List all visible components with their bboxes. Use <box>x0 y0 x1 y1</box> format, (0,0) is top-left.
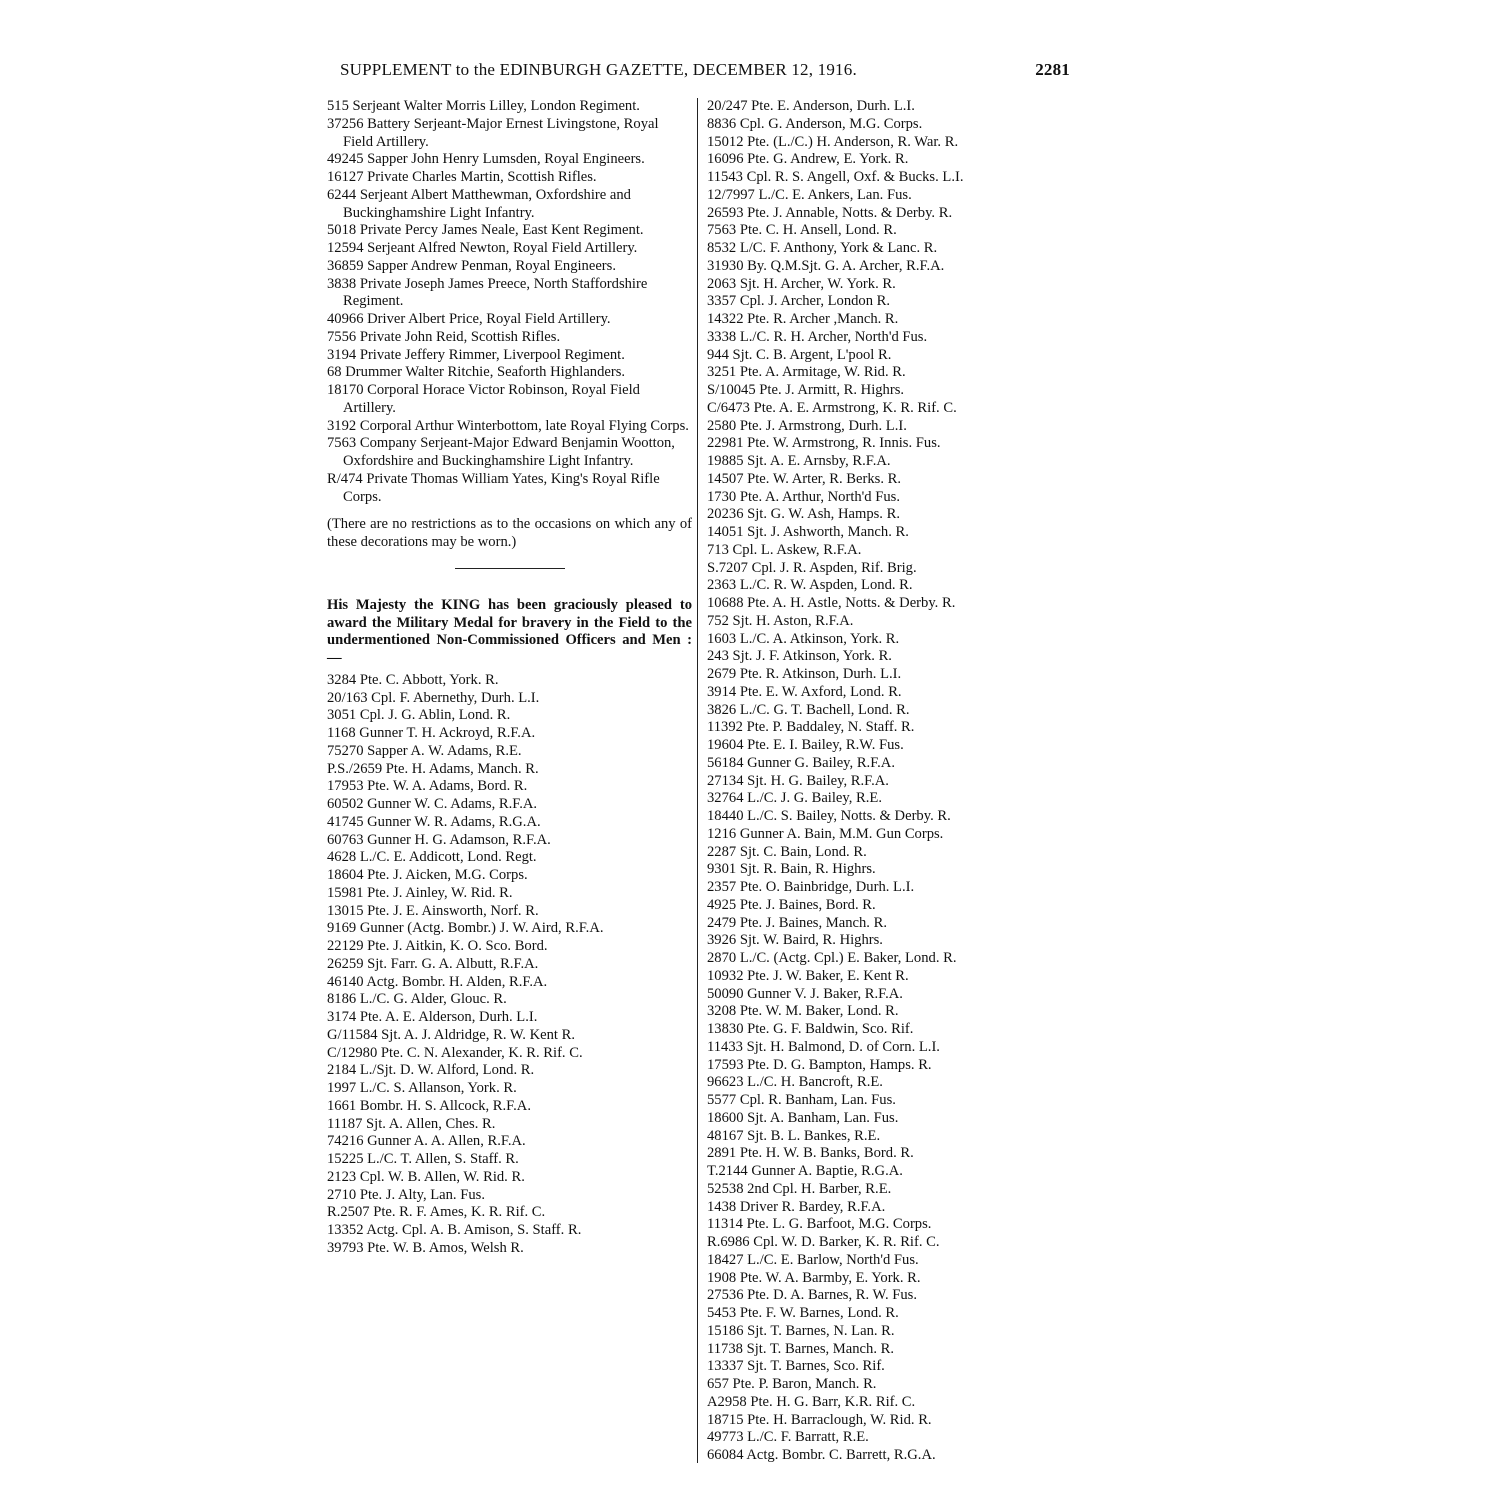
right-column <box>707 98 1092 1465</box>
list-item: 18600 Sjt. A. Banham, Lan. Fus. <box>707 1109 899 1126</box>
list-item: T.2144 Gunner A. Baptie, R.G.A. <box>707 1163 903 1179</box>
list-item: 11433 Sjt. H. Balmond, D. of Corn. L.I. <box>707 1038 940 1055</box>
restrictions-note: (There are no restrictions as to the occasions on which any of these decorations may be worn.) <box>327 516 692 550</box>
list-item: 5453 Pte. F. W. Barnes, Lond. R. <box>707 1305 899 1321</box>
list-item: 2679 Pte. R. Atkinson, Durh. L.I. <box>707 666 902 682</box>
list-item: 27536 Pte. D. A. Barnes, R. W. Fus. <box>707 1287 918 1304</box>
list-item: 515 Serjeant Walter Morris Lilley, London Regiment. <box>327 98 640 114</box>
list-item: 3338 L./C. R. H. Archer, North'd Fus. <box>707 328 928 345</box>
list-item: R.2507 Pte. R. F. Ames, K. R. Rif. C. <box>327 1204 546 1221</box>
list-item: 11543 Cpl. R. S. Angell, Oxf. & Bucks. L.I. <box>707 169 964 185</box>
column-divider <box>697 98 698 1463</box>
list-item: 5018 Private Percy James Neale, East Kent Regiment. <box>327 222 644 239</box>
list-item: 46140 Actg. Bombr. H. Alden, R.F.A. <box>327 973 548 990</box>
list-item: 1603 L./C. A. Atkinson, York. R. <box>707 630 900 647</box>
list-item: 20/247 Pte. E. Anderson, Durh. L.I. <box>707 98 915 114</box>
list-item: 3192 Corporal Arthur Winterbottom, late Royal Flying Corps. <box>327 417 689 434</box>
list-item: C/12980 Pte. C. N. Alexander, K. R. Rif. C. <box>327 1044 583 1061</box>
list-item: 52538 2nd Cpl. H. Barber, R.E. <box>707 1180 892 1197</box>
list-item: 26593 Pte. J. Annable, Notts. & Derby. R. <box>707 204 953 221</box>
list-item: 752 Sjt. H. Aston, R.F.A. <box>707 612 854 629</box>
list-item: 13015 Pte. J. E. Ainsworth, Norf. R. <box>327 902 539 919</box>
list-item: 18715 Pte. H. Barraclough, W. Rid. R. <box>707 1411 932 1428</box>
list-item: 3838 Private Joseph James Preece, North Staffordshire Regiment. <box>327 275 648 310</box>
list-item: R/474 Private Thomas William Yates, King's Royal Rifle Corps. <box>327 470 660 505</box>
list-item: 6244 Serjeant Albert Matthewman, Oxfordshire and Buckinghamshire Light Infantry. <box>327 186 631 221</box>
list-item: 1730 Pte. A. Arthur, North'd Fus. <box>707 488 900 505</box>
list-item: 36859 Sapper Andrew Penman, Royal Engineers. <box>327 257 616 274</box>
list-item: 9169 Gunner (Actg. Bombr.) J. W. Aird, R.F.A. <box>327 920 604 937</box>
list-item: 1168 Gunner T. H. Ackroyd, R.F.A. <box>327 725 536 741</box>
list-item: 3251 Pte. A. Armitage, W. Rid. R. <box>707 364 906 381</box>
list-item: 3051 Cpl. J. G. Ablin, Lond. R. <box>327 707 511 724</box>
list-item: 56184 Gunner G. Bailey, R.F.A. <box>707 754 895 771</box>
list-item: S/10045 Pte. J. Armitt, R. Highrs. <box>707 382 905 398</box>
list-item: R.6986 Cpl. W. D. Barker, K. R. Rif. C. <box>707 1234 940 1250</box>
list-item: 39793 Pte. W. B. Amos, Welsh R. <box>327 1239 524 1256</box>
list-item: G/11584 Sjt. A. J. Aldridge, R. W. Kent R. <box>327 1026 575 1043</box>
list-item: 17593 Pte. D. G. Bampton, Hamps. R. <box>707 1056 932 1073</box>
list-item: 1438 Driver R. Bardey, R.F.A. <box>707 1198 886 1215</box>
list-item: 3914 Pte. E. W. Axford, Lond. R. <box>707 683 902 700</box>
list-item: 50090 Gunner V. J. Baker, R.F.A. <box>707 985 903 1002</box>
list-item: 2123 Cpl. W. B. Allen, W. Rid. R. <box>327 1168 525 1185</box>
list-item: P.S./2659 Pte. H. Adams, Manch. R. <box>327 760 539 777</box>
page-number: 2281 <box>1035 60 1070 79</box>
list-item: 75270 Sapper A. W. Adams, R.E. <box>327 742 522 759</box>
list-item: 12/7997 L./C. E. Ankers, Lan. Fus. <box>707 186 912 203</box>
list-item: 8836 Cpl. G. Anderson, M.G. Corps. <box>707 115 923 132</box>
list-item: S.7207 Cpl. J. R. Aspden, Rif. Brig. <box>707 559 917 576</box>
list-item: 4628 L./C. E. Addicott, Lond. Regt. <box>327 849 537 866</box>
military-medal-intro: His Majesty the KING has been graciously pleased to award the Military Medal for bravery in the Field to the undermentioned Non-Commissioned Officers and Men :— <box>327 596 692 666</box>
list-item: 713 Cpl. L. Askew, R.F.A. <box>707 541 862 558</box>
list-item: 10688 Pte. A. H. Astle, Notts. & Derby. R. <box>707 595 956 611</box>
list-item: A2958 Pte. H. G. Barr, K.R. Rif. C. <box>707 1393 916 1410</box>
list-item: 7563 Pte. C. H. Ansell, Lond. R. <box>707 222 897 239</box>
list-item: 1216 Gunner A. Bain, M.M. Gun Corps. <box>707 825 944 842</box>
list-item: 16096 Pte. G. Andrew, E. York. R. <box>707 151 909 168</box>
list-item: 14051 Sjt. J. Ashworth, Manch. R. <box>707 524 909 540</box>
list-item: 7556 Private John Reid, Scottish Rifles. <box>327 328 561 345</box>
list-item: 15186 Sjt. T. Barnes, N. Lan. R. <box>707 1322 895 1339</box>
list-item: 11392 Pte. P. Baddaley, N. Staff. R. <box>707 719 915 736</box>
list-item: 20/163 Cpl. F. Abernethy, Durh. L.I. <box>327 689 540 706</box>
decoration-entries <box>327 98 692 506</box>
list-item: 2363 L./C. R. W. Aspden, Lond. R. <box>707 577 913 594</box>
list-item: 2184 L./Sjt. D. W. Alford, Lond. R. <box>327 1062 535 1079</box>
list-item: 3357 Cpl. J. Archer, London R. <box>707 293 891 310</box>
list-item: 49773 L./C. F. Barratt, R.E. <box>707 1429 869 1446</box>
list-item: 8186 L./C. G. Alder, Glouc. R. <box>327 991 507 1008</box>
list-item: 31930 By. Q.M.Sjt. G. A. Archer, R.F.A. <box>707 257 945 274</box>
section-rule <box>455 568 565 569</box>
list-item: 1997 L./C. S. Allanson, York. R. <box>327 1080 517 1096</box>
list-item: 20236 Sjt. G. W. Ash, Hamps. R. <box>707 506 900 523</box>
list-item: 27134 Sjt. H. G. Bailey, R.F.A. <box>707 772 889 789</box>
list-item: 96623 L./C. H. Bancroft, R.E. <box>707 1074 883 1091</box>
list-item: 49245 Sapper John Henry Lumsden, Royal Engineers. <box>327 151 645 168</box>
list-item: 1661 Bombr. H. S. Allcock, R.F.A. <box>327 1097 531 1114</box>
list-item: 12594 Serjeant Alfred Newton, Royal Field Artillery. <box>327 240 638 256</box>
list-item: 19604 Pte. E. I. Bailey, R.W. Fus. <box>707 737 904 753</box>
list-item: 13352 Actg. Cpl. A. B. Amison, S. Staff. R. <box>327 1222 582 1238</box>
list-item: 2710 Pte. J. Alty, Lan. Fus. <box>327 1186 485 1203</box>
list-item: 22981 Pte. W. Armstrong, R. Innis. Fus. <box>707 435 941 452</box>
list-item: 32764 L./C. J. G. Bailey, R.E. <box>707 790 882 807</box>
list-item: 2870 L./C. (Actg. Cpl.) E. Baker, Lond. R. <box>707 950 957 966</box>
list-item: 74216 Gunner A. A. Allen, R.F.A. <box>327 1133 526 1150</box>
list-item: 68 Drummer Walter Ritchie, Seaforth Highlanders. <box>327 364 626 381</box>
list-item: 18604 Pte. J. Aicken, M.G. Corps. <box>327 867 528 883</box>
left-column <box>327 98 692 1258</box>
list-item: 15012 Pte. (L./C.) H. Anderson, R. War. R. <box>707 133 959 150</box>
list-item: 14322 Pte. R. Archer ,Manch. R. <box>707 311 899 327</box>
list-item: 41745 Gunner W. R. Adams, R.G.A. <box>327 813 541 830</box>
list-item: 2063 Sjt. H. Archer, W. York. R. <box>707 275 896 292</box>
page-title: SUPPLEMENT to the EDINBURGH GAZETTE, DECEMBER 12, 1916. <box>340 60 857 79</box>
list-item: 48167 Sjt. B. L. Bankes, R.E. <box>707 1127 881 1144</box>
list-item: 60763 Gunner H. G. Adamson, R.F.A. <box>327 831 551 848</box>
list-item: 5577 Cpl. R. Banham, Lan. Fus. <box>707 1092 896 1108</box>
list-item: 13830 Pte. G. F. Baldwin, Sco. Rif. <box>707 1021 914 1037</box>
list-item: 14507 Pte. W. Arter, R. Berks. R. <box>707 470 902 487</box>
page-header <box>340 60 1080 80</box>
list-item: C/6473 Pte. A. E. Armstrong, K. R. Rif. C. <box>707 399 957 416</box>
list-item: 13337 Sjt. T. Barnes, Sco. Rif. <box>707 1358 885 1375</box>
list-item: 22129 Pte. J. Aitkin, K. O. Sco. Bord. <box>327 938 548 954</box>
list-item: 2287 Sjt. C. Bain, Lond. R. <box>707 843 867 860</box>
list-item: 16127 Private Charles Martin, Scottish Rifles. <box>327 169 597 185</box>
list-item: 11314 Pte. L. G. Barfoot, M.G. Corps. <box>707 1216 932 1233</box>
military-medal-list-right <box>707 98 1092 1465</box>
list-item: 17953 Pte. W. A. Adams, Bord. R. <box>327 778 528 795</box>
list-item: 1908 Pte. W. A. Barmby, E. York. R. <box>707 1269 921 1286</box>
list-item: 8532 L/C. F. Anthony, York & Lanc. R. <box>707 240 938 256</box>
list-item: 657 Pte. P. Baron, Manch. R. <box>707 1376 877 1392</box>
list-item: 3926 Sjt. W. Baird, R. Highrs. <box>707 932 883 949</box>
list-item: 60502 Gunner W. C. Adams, R.F.A. <box>327 796 538 812</box>
list-item: 19885 Sjt. A. E. Arnsby, R.F.A. <box>707 453 891 469</box>
list-item: 18170 Corporal Horace Victor Robinson, Royal Field Artillery. <box>327 382 640 416</box>
list-item: 40966 Driver Albert Price, Royal Field Artillery. <box>327 311 611 327</box>
list-item: 2891 Pte. H. W. B. Banks, Bord. R. <box>707 1145 914 1162</box>
list-item: 11187 Sjt. A. Allen, Ches. R. <box>327 1115 496 1132</box>
list-item: 18427 L./C. E. Barlow, North'd Fus. <box>707 1251 919 1268</box>
list-item: 2580 Pte. J. Armstrong, Durh. L.I. <box>707 417 907 434</box>
list-item: 7563 Company Serjeant-Major Edward Benjamin Wootton, Oxfordshire and Buckinghamshire Light Infantry. <box>327 435 675 469</box>
list-item: 11738 Sjt. T. Barnes, Manch. R. <box>707 1340 895 1357</box>
list-item: 944 Sjt. C. B. Argent, L'pool R. <box>707 346 892 363</box>
list-item: 3174 Pte. A. E. Alderson, Durh. L.I. <box>327 1009 538 1025</box>
list-item: 15981 Pte. J. Ainley, W. Rid. R. <box>327 884 513 901</box>
list-item: 3284 Pte. C. Abbott, York. R. <box>327 671 499 688</box>
list-item: 3208 Pte. W. M. Baker, Lond. R. <box>707 1003 899 1020</box>
list-item: 2479 Pte. J. Baines, Manch. R. <box>707 914 887 931</box>
list-item: 243 Sjt. J. F. Atkinson, York. R. <box>707 648 892 665</box>
list-item: 26259 Sjt. Farr. G. A. Albutt, R.F.A. <box>327 955 539 972</box>
list-item: 2357 Pte. O. Bainbridge, Durh. L.I. <box>707 879 915 895</box>
list-item: 15225 L./C. T. Allen, S. Staff. R. <box>327 1151 519 1167</box>
military-medal-list-left <box>327 672 692 1258</box>
list-item: 3194 Private Jeffery Rimmer, Liverpool Regiment. <box>327 346 625 363</box>
list-item: 37256 Battery Serjeant-Major Ernest Livingstone, Royal Field Artillery. <box>327 115 659 150</box>
list-item: 18440 L./C. S. Bailey, Notts. & Derby. R. <box>707 808 951 824</box>
list-item: 10932 Pte. J. W. Baker, E. Kent R. <box>707 967 909 984</box>
list-item: 9301 Sjt. R. Bain, R. Highrs. <box>707 861 876 878</box>
list-item: 66084 Actg. Bombr. C. Barrett, R.G.A. <box>707 1447 936 1463</box>
list-item: 4925 Pte. J. Baines, Bord. R. <box>707 896 876 913</box>
list-item: 3826 L./C. G. T. Bachell, Lond. R. <box>707 701 910 718</box>
